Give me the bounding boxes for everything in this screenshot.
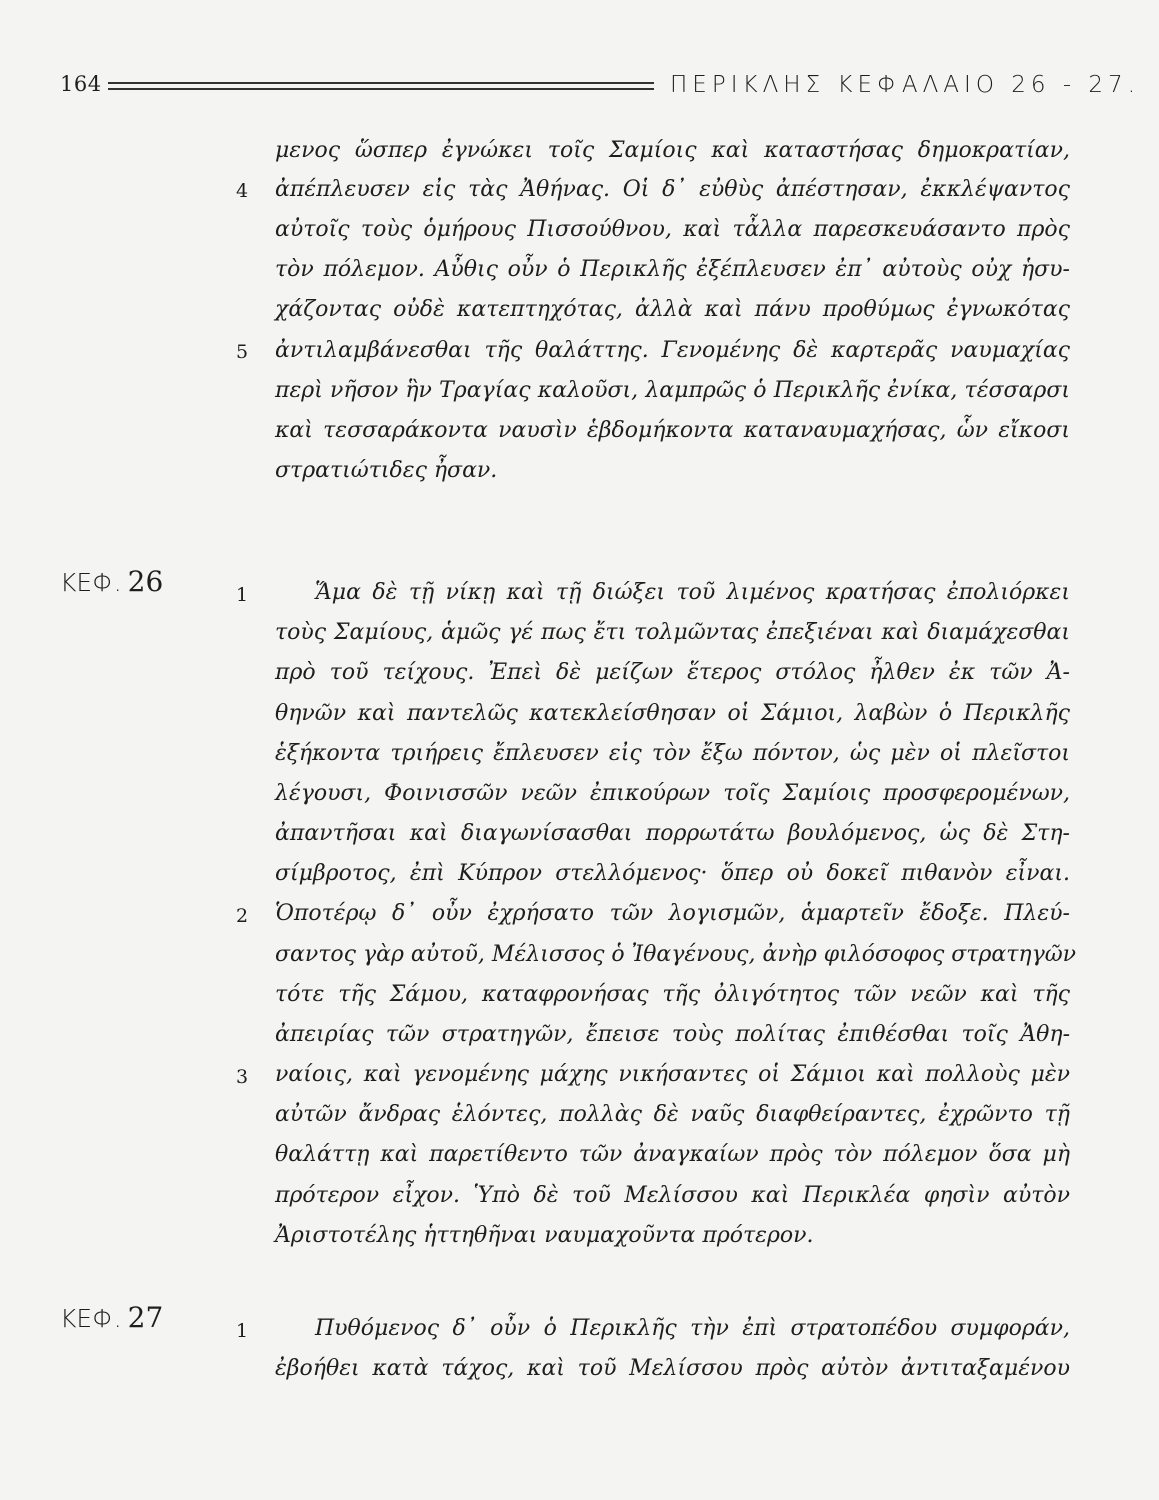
text-line: πρότερον εἶχον. Ὑπὸ δὲ τοῦ Μελίσσου καὶ Περικλέα φησὶν αὐτὸν [275,1183,1070,1208]
margin-number: 2 [236,905,249,927]
chapter-heading [60,567,163,598]
margin-number: 4 [236,180,249,202]
text-line: χάζοντας οὐδὲ κατεπτηχότας, ἀλλὰ καὶ πάνυ προθύμως ἐγνωκότας [275,297,1070,322]
chapter-label: ΚΕΦ. [60,568,122,597]
chapter-number: 26 [127,565,164,598]
margin-number: 1 [236,1320,249,1342]
text-line: πρὸ τοῦ τείχους. Ἐπεὶ δὲ μείζων ἕτερος στόλος ἦλθεν ἐκ τῶν Ἀ- [275,660,1070,685]
text-line: θαλάττῃ καὶ παρετίθεντο τῶν ἀναγκαίων πρὸς τὸν πόλεμον ὅσα μὴ [275,1142,1070,1167]
text-line: Ἅμα δὲ τῇ νίκῃ καὶ τῇ διώξει τοῦ λιμένος κρατήσας ἐπολιόρκει [315,580,1070,605]
text-line: αὐτῶν ἄνδρας ἑλόντες, πολλὰς δὲ ναῦς διαφθείραντες, ἐχρῶντο τῇ [275,1102,1070,1127]
text-line: ἀπαντῆσαι καὶ διαγωνίσασθαι πορρωτάτω βουλόμενος, ὡς δὲ Στη- [275,821,1070,846]
chapter-label: ΚΕΦ. [60,1304,122,1333]
text-line: σίμβροτος, ἐπὶ Κύπρον στελλόμενος· ὅπερ οὐ δοκεῖ πιθανὸν εἶναι. [275,861,1070,886]
text-line: Ἀριστοτέλης ἡττηθῆναι ναυμαχοῦντα πρότερον. [275,1223,814,1248]
text-line: ναίοις, καὶ γενομένης μάχης νικήσαντες οἱ Σάμιοι καὶ πολλοὺς μὲν [275,1062,1070,1087]
header-rule-bottom [108,88,654,90]
text-line: ἐβοήθει κατὰ τάχος, καὶ τοῦ Μελίσσου πρὸς αὐτὸν ἀντιταξαμένου [275,1356,1070,1381]
text-line: Ὁποτέρῳ δ᾽ οὖν ἐχρήσατο τῶν λογισμῶν, ἁμαρτεῖν ἔδοξε. Πλεύ- [275,901,1070,926]
text-line: μενος ὥσπερ ἐγνώκει τοῖς Σαμίοις καὶ καταστήσας δημοκρατίαν, [275,138,1070,163]
margin-number: 3 [236,1066,249,1088]
page-number: 164 [60,72,102,96]
text-line: ἑξήκοντα τριήρεις ἔπλευσεν εἰς τὸν ἔξω πόντον, ὡς μὲν οἱ πλεῖστοι [275,741,1070,766]
text-line: αὐτοῖς τοὺς ὁμήρους Πισσούθνου, καὶ τἆλλα παρεσκευάσαντο πρὸς [275,217,1070,242]
running-title: ΠΕΡΙΚΛΗΣ ΚΕΦΑΛΑΙΟ 26 - 27. [670,72,1141,98]
text-line: στρατιώτιδες ἦσαν. [275,458,498,483]
text-line: τοὺς Σαμίους, ἁμῶς γέ πως ἔτι τολμῶντας ἐπεξιέναι καὶ διαμάχεσθαι [275,620,1070,645]
text-line: ἀντιλαμβάνεσθαι τῆς θαλάττης. Γενομένης δὲ καρτερᾶς ναυμαχίας [275,338,1070,363]
text-line: ἀπειρίας τῶν στρατηγῶν, ἔπεισε τοὺς πολίτας ἐπιθέσθαι τοῖς Ἀθη- [275,1022,1070,1047]
text-line: περὶ νῆσον ἣν Τραγίας καλοῦσι, λαμπρῶς ὁ Περικλῆς ἐνίκα, τέσσαρσι [275,378,1070,403]
margin-number: 5 [236,341,249,363]
text-line: τότε τῆς Σάμου, καταφρονήσας τῆς ὀλιγότητος τῶν νεῶν καὶ τῆς [275,982,1070,1007]
text-line: σαντος γὰρ αὐτοῦ, Μέλισσος ὁ Ἰθαγένους, ἀνὴρ φιλόσοφος στρατηγῶν [275,942,1077,967]
text-line: καὶ τεσσαράκοντα ναυσὶν ἑβδομήκοντα καταναυμαχήσας, ὧν εἴκοσι [275,418,1070,443]
text-line: τὸν πόλεμον. Αὖθις οὖν ὁ Περικλῆς ἐξέπλευσεν ἐπ᾽ αὐτοὺς οὐχ ἡσυ- [275,257,1070,282]
margin-number: 1 [236,584,249,606]
header-rule-top [108,82,654,84]
chapter-heading [60,1303,163,1334]
text-line: θηνῶν καὶ παντελῶς κατεκλείσθησαν οἱ Σάμιοι, λαβὼν ὁ Περικλῆς [275,701,1070,726]
text-line: λέγουσι, Φοινισσῶν νεῶν ἐπικούρων τοῖς Σαμίοις προσφερομένων, [275,781,1070,806]
chapter-number: 27 [127,1301,164,1334]
page-header [60,72,1141,108]
text-line: Πυθόμενος δ᾽ οὖν ὁ Περικλῆς τὴν ἐπὶ στρατοπέδου συμφοράν, [315,1316,1070,1341]
text-line: ἀπέπλευσεν εἰς τὰς Ἀθήνας. Οἱ δ᾽ εὐθὺς ἀπέστησαν, ἐκκλέψαντος [275,177,1070,202]
